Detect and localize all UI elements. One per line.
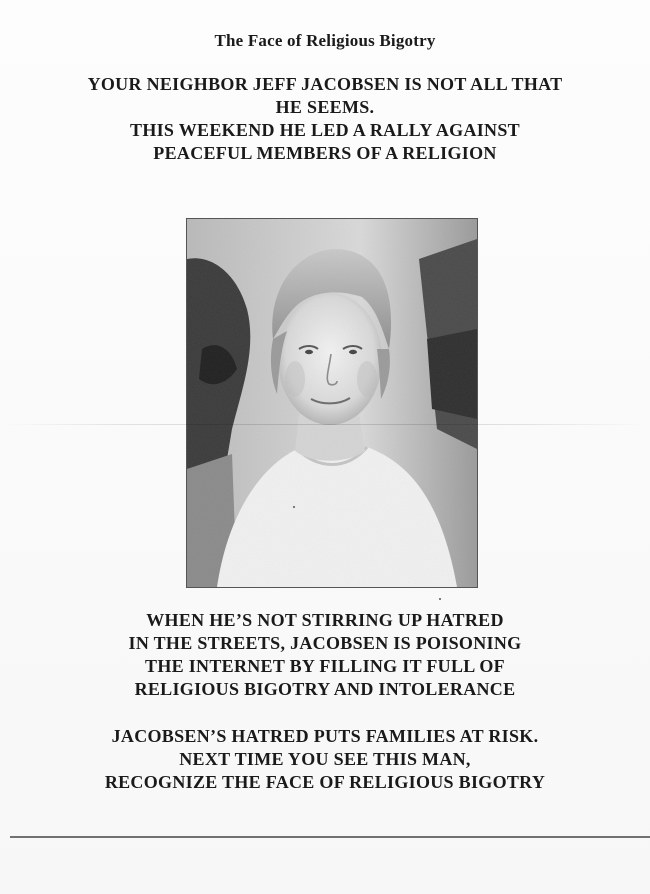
closing-line: RECOGNIZE THE FACE OF RELIGIOUS BIGOTRY — [104, 772, 546, 792]
middle-line: IN THE STREETS, JACOBSEN IS POISONING — [128, 633, 522, 653]
flyer-title: The Face of Religious Bigotry — [214, 31, 436, 50]
closing-block — [0, 725, 650, 794]
paper-fold-line — [0, 424, 650, 425]
headline-block — [0, 73, 650, 165]
middle-line: RELIGIOUS BIGOTRY AND INTOLERANCE — [134, 679, 516, 699]
closing-line: NEXT TIME YOU SEE THIS MAN, — [179, 749, 471, 769]
middle-line: THE INTERNET BY FILLING IT FULL OF — [145, 656, 505, 676]
headline-line: PEACEFUL MEMBERS OF A RELIGION — [153, 143, 497, 163]
headline-line: YOUR NEIGHBOR JEFF JACOBSEN IS NOT ALL THAT — [87, 74, 563, 94]
headline-line: THIS WEEKEND HE LED A RALLY AGAINST — [130, 120, 520, 140]
scan-speck — [293, 506, 295, 508]
closing-line: JACOBSEN’S HATRED PUTS FAMILIES AT RISK. — [111, 726, 539, 746]
portrait-photo — [186, 218, 478, 588]
middle-line: WHEN HE’S NOT STIRRING UP HATRED — [146, 610, 504, 630]
middle-block — [0, 609, 650, 701]
headline-line: HE SEEMS. — [275, 97, 375, 117]
scan-speck — [439, 598, 441, 600]
bottom-rule — [10, 836, 650, 838]
